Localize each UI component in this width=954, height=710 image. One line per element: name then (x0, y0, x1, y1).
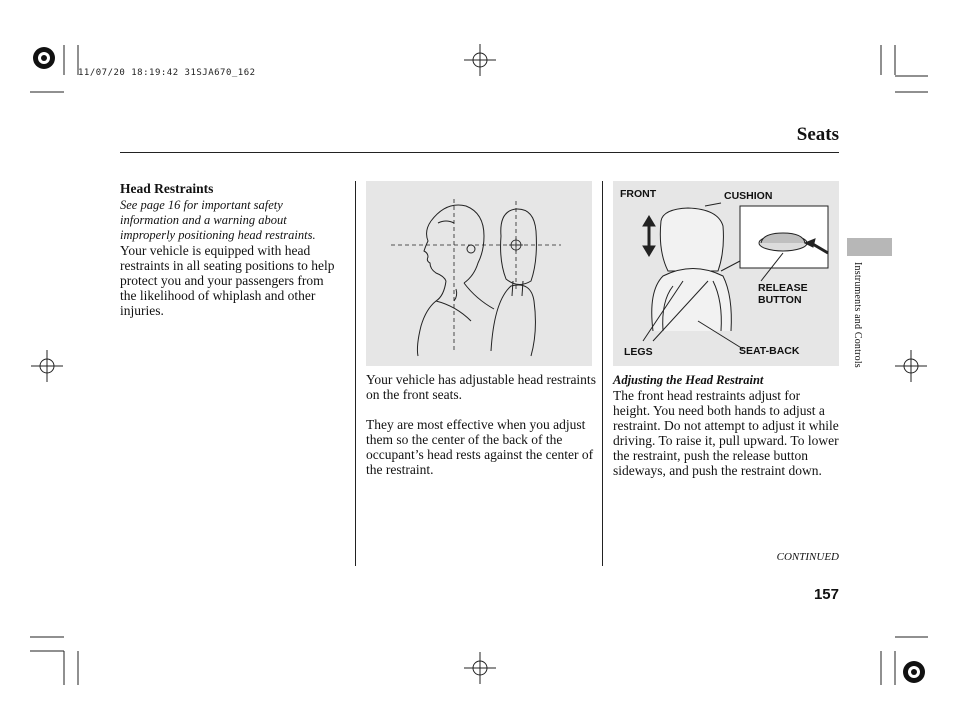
title-rule (120, 152, 839, 153)
adjustable-restraints-paragraph: Your vehicle has adjustable head restraints on the front seats. (366, 372, 596, 402)
safety-note: See page 16 for important safety information and a warning about improperly positioning head restraints. (120, 198, 316, 242)
middle-column-text (366, 372, 596, 477)
section-title: Seats (796, 124, 839, 145)
head-restraints-body: Your vehicle is equipped with head restraints in all seating positions to help protect you and your passengers from the likelihood of whiplash and other injuries. (120, 243, 335, 318)
release-button-label: RELEASE BUTTON (758, 282, 808, 306)
print-stamp: 11/07/20 18:19:42 31SJA670_162 (78, 68, 256, 78)
cushion-label: CUSHION (724, 190, 773, 202)
figure-caption: Adjusting the Head Restraint (613, 373, 764, 387)
head-position-illustration (366, 181, 592, 366)
right-column-text (613, 373, 839, 478)
head-restraints-heading: Head Restraints (120, 181, 214, 196)
seat-back-label: SEAT-BACK (739, 345, 800, 357)
front-label: FRONT (620, 188, 657, 200)
left-column (120, 181, 340, 318)
section-tab (847, 238, 892, 256)
adjusting-restraint-illustration (613, 181, 839, 366)
column-divider-left (355, 181, 356, 566)
continued-label: CONTINUED (776, 551, 839, 563)
legs-label: LEGS (624, 346, 653, 358)
adjustment-instructions: The front head restraints adjust for height. You need both hands to adjust a restraint. Do not attempt to adjust it while driving. To raise it, pull upward. To lower the restraint, push the release button sideways, and push the restraint down. (613, 388, 839, 478)
effectiveness-paragraph: They are most effective when you adjust them so the center of the back of the occupant’s head rests against the center of the restraint. (366, 417, 594, 477)
column-divider-right (602, 181, 603, 566)
section-tab-label: Instruments and Controls (852, 262, 863, 368)
page-number: 157 (813, 586, 839, 603)
